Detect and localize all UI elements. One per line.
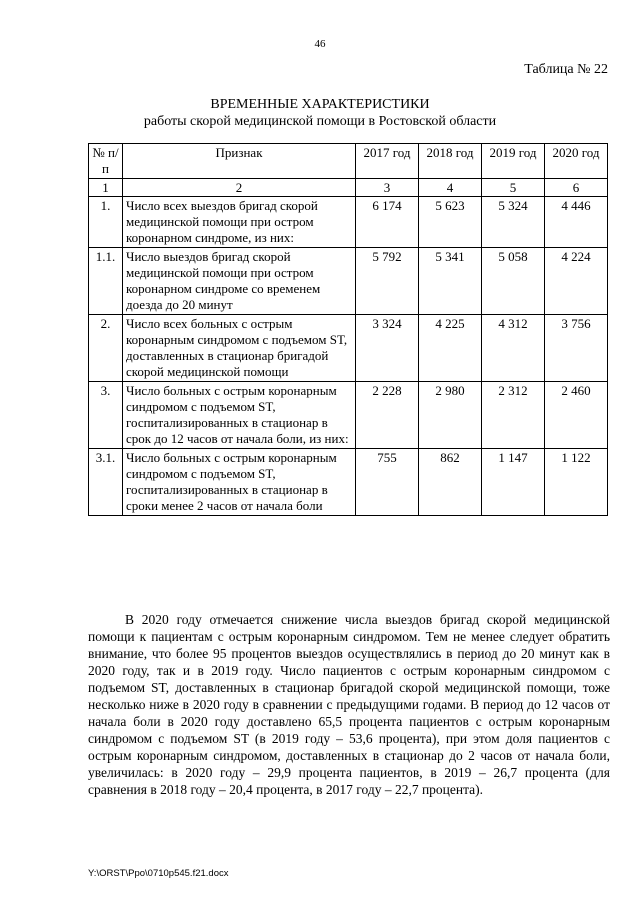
row-number: 1.1.: [89, 248, 123, 315]
page-number: 46: [314, 38, 326, 50]
row-label: Число выездов бригад скорой медицинской помощи при остром коронарном синдроме со временем доезда до 20 минут: [123, 248, 356, 315]
index-cell: 3: [356, 179, 419, 197]
header-cell-num: № п/п: [89, 144, 123, 179]
row-label: Число больных с острым коронарным синдромом с подъемом ST, госпитализированных в стационар в сроки менее 2 часов от начала боли: [123, 449, 356, 516]
table-title: [0, 96, 640, 130]
table-row: [89, 315, 608, 382]
row-label: Число больных с острым коронарным синдромом с подъемом ST, госпитализированных в стационар в срок до 12 часов от начала боли, из них:: [123, 382, 356, 449]
header-cell-2019: 2019 год: [482, 144, 545, 179]
value-2020: 2 460: [545, 382, 608, 449]
title-line-2: работы скорой медицинской помощи в Ростовской области: [143, 114, 497, 129]
title-line-1: ВРЕМЕННЫЕ ХАРАКТЕРИСТИКИ: [210, 97, 430, 112]
table-label: Таблица № 22: [524, 62, 608, 77]
value-2019: 4 312: [482, 315, 545, 382]
header-cell-2018: 2018 год: [419, 144, 482, 179]
value-2020: 3 756: [545, 315, 608, 382]
data-table: [88, 143, 608, 516]
row-label: Число всех выездов бригад скорой медицинской помощи при остром коронарном синдроме, из них:: [123, 197, 356, 248]
value-2019: 5 058: [482, 248, 545, 315]
row-label: Число всех больных с острым коронарным синдромом с подъемом ST, доставленных в стационар бригадой скорой медицинской помощи: [123, 315, 356, 382]
value-2019: 1 147: [482, 449, 545, 516]
file-path-footer: Y:\ORST\Ppo\0710p545.f21.docx: [88, 868, 229, 879]
value-2018: 862: [419, 449, 482, 516]
value-2018: 5 341: [419, 248, 482, 315]
value-2017: 5 792: [356, 248, 419, 315]
header-cell-feature: Признак: [123, 144, 356, 179]
value-2018: 2 980: [419, 382, 482, 449]
index-cell: 1: [89, 179, 123, 197]
value-2017: 6 174: [356, 197, 419, 248]
index-cell: 6: [545, 179, 608, 197]
table-row: [89, 197, 608, 248]
value-2020: 4 446: [545, 197, 608, 248]
value-2020: 4 224: [545, 248, 608, 315]
table-row: [89, 382, 608, 449]
value-2018: 5 623: [419, 197, 482, 248]
value-2017: 3 324: [356, 315, 419, 382]
index-cell: 2: [123, 179, 356, 197]
table-row: [89, 449, 608, 516]
row-number: 3.1.: [89, 449, 123, 516]
body-paragraph: [88, 611, 610, 798]
value-2018: 4 225: [419, 315, 482, 382]
row-number: 1.: [89, 197, 123, 248]
value-2019: 2 312: [482, 382, 545, 449]
value-2017: 755: [356, 449, 419, 516]
header-cell-2020: 2020 год: [545, 144, 608, 179]
value-2019: 5 324: [482, 197, 545, 248]
paragraph-text: В 2020 году отмечается снижение числа выездов бригад скорой медицинской помощи к пациентам с острым коронарным синдромом. Тем не менее следует обратить внимание, что более 95 процентов выездов осуществлялись в период до 20 минут как в 2020 году, так и в 2019 году. Число пациентов с острым коронарным синдромом с подъемом ST, доставленных в стационар бригадой скорой медицинской помощи, тоже несколько ниже в 2020 году в сравнении с предыдущими годами. В период до 12 часов от начала боли в 2020 году доставлено 65,5 процента пациентов с острым коронарным синдромом с подъемом ST (в 2019 году – 53,6 процента), при этом доля пациентов с острым коронарным синдромом, доставленных в стационар до 2 часов от начала боли, увеличилась: в 2020 году – 29,9 процента пациентов, в 2019 – 26,7 процента (для сравнения в 2018 году – 20,4 процента, в 2017 году – 22,7 процента).: [88, 612, 610, 797]
value-2017: 2 228: [356, 382, 419, 449]
index-cell: 5: [482, 179, 545, 197]
header-row: [89, 144, 608, 179]
table-row: [89, 248, 608, 315]
row-number: 3.: [89, 382, 123, 449]
header-cell-2017: 2017 год: [356, 144, 419, 179]
row-number: 2.: [89, 315, 123, 382]
index-cell: 4: [419, 179, 482, 197]
index-row: [89, 179, 608, 197]
value-2020: 1 122: [545, 449, 608, 516]
